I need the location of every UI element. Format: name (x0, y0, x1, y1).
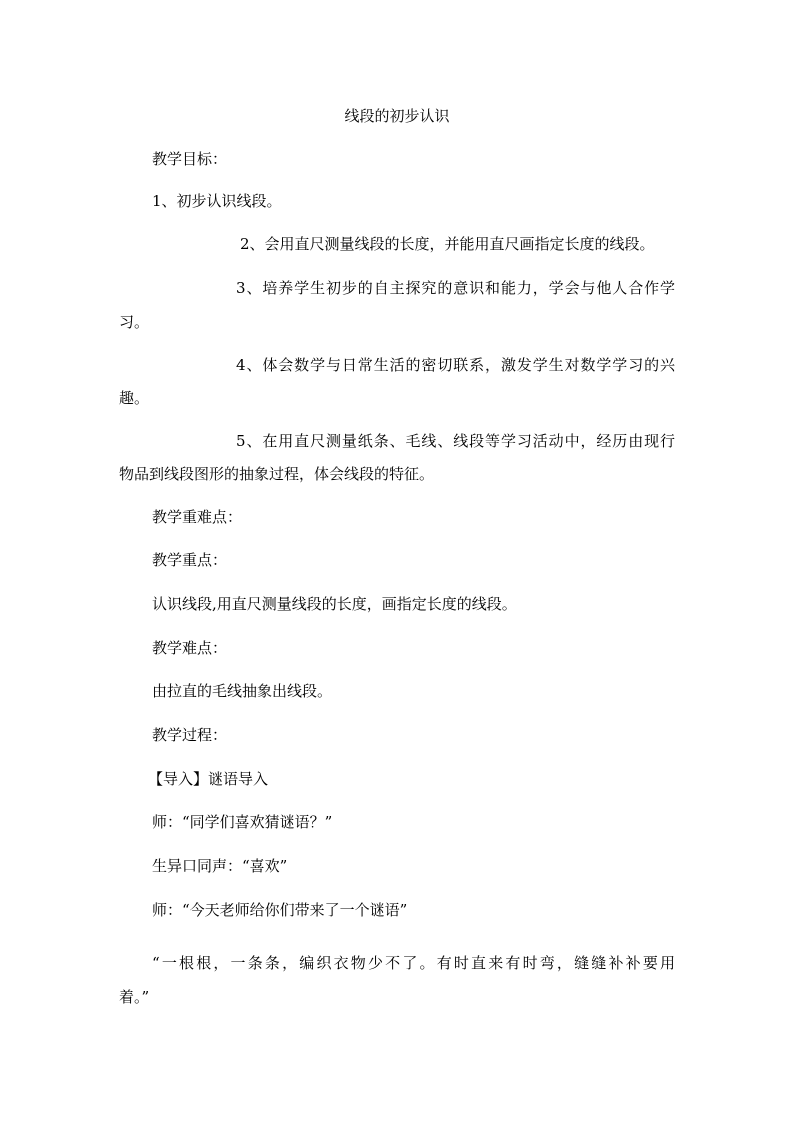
dialog-line-3: 师：“今天老师给你们带来了一个谜语” (152, 901, 408, 919)
key-points-heading: 教学重点： (152, 551, 228, 569)
dialog-line-1: 师：“同学们喜欢猜谜语？” (152, 813, 333, 831)
riddle-line-1: “一根根，一条条，编织衣物少不了。有时直来有时弯，缝缝补补要用 (152, 954, 675, 972)
objective-1: 1、初步认识线段。 (152, 192, 282, 210)
objective-4-line-1: 4、体会数学与日常生活的密切联系，激发学生对数学学习的兴 (236, 356, 675, 374)
process-heading: 教学过程： (152, 726, 228, 744)
difficult-points-heading: 教学难点： (152, 639, 228, 657)
objectives-heading: 教学目标： (152, 150, 228, 168)
objective-3-line-1: 3、培养学生初步的自主探究的意识和能力，学会与他人合作学 (236, 279, 675, 297)
document-title: 线段的初步认识 (344, 107, 450, 125)
objective-2: 2、会用直尺测量线段的长度，并能用直尺画指定长度的线段。 (240, 235, 655, 253)
objective-3-line-2: 习。 (119, 313, 150, 331)
difficult-points-text: 由拉直的毛线抽象出线段。 (152, 682, 333, 700)
objective-5-line-1: 5、在用直尺测量纸条、毛线、线段等学习活动中，经历由现行 (236, 432, 675, 450)
key-difficult-heading: 教学重难点： (152, 508, 243, 526)
intro-heading: 【导入】谜语导入 (148, 770, 269, 788)
dialog-line-2: 生异口同声：“喜欢” (152, 857, 288, 875)
objective-4-line-2: 趣。 (119, 389, 150, 407)
objective-5-line-2: 物品到线段图形的抽象过程，体会线段的特征。 (119, 465, 435, 483)
riddle-line-2: 着。” (119, 988, 150, 1006)
key-points-text: 认识线段,用直尺测量线段的长度，画指定长度的线段。 (152, 595, 517, 613)
